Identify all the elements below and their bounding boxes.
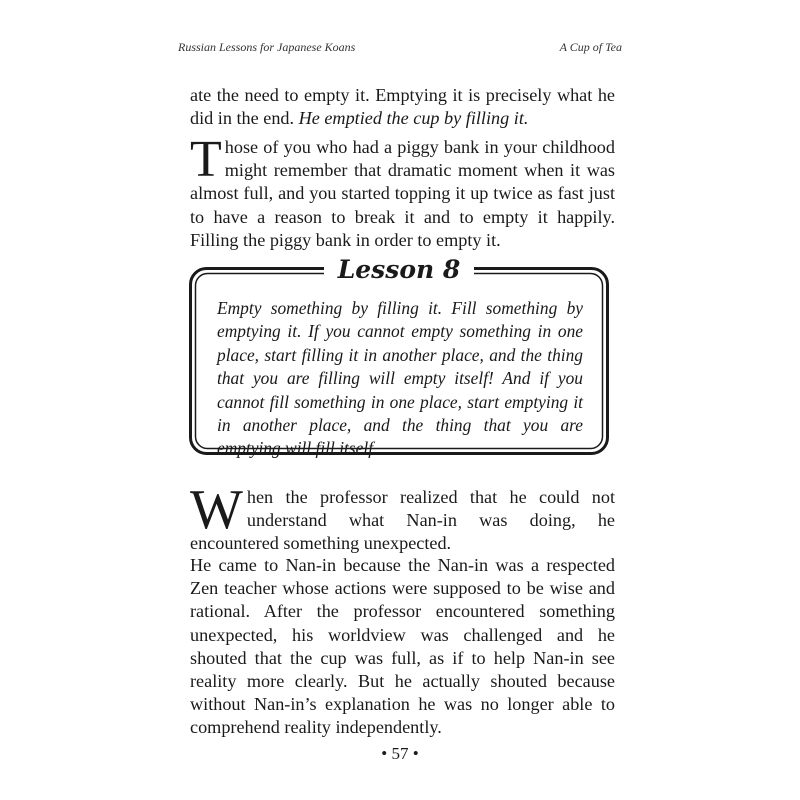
drop-cap: W <box>190 479 243 541</box>
paragraph-text: hose of you who had a piggy bank in your childhood might remember that dramatic moment when it was almost full, and you started topping it up twice as fast just to have a reason to break it and to empty it happily. Filling the piggy bank in order to empty it. <box>190 137 615 250</box>
paragraph-continuation <box>190 84 615 130</box>
lesson-body: Empty something by filling it. Fill something by emptying it. If you cannot empty something in one place, start filling it in another place, and the thing that you are filling will empty itself! And if you cannot fill something in one place, start emptying it in another place, and the thing that you are emptying will fill itself. <box>217 298 583 459</box>
page-number: • 57 • <box>381 744 419 763</box>
paragraph-text: ate the need to empty it. Emptying it is precisely what he did in the end. <box>190 85 615 129</box>
paragraph-piggy-bank <box>190 131 615 252</box>
paragraph-emphasis: He emptied the cup by filling it. <box>298 108 529 129</box>
paragraph-nan-in: He came to Nan-in because the Nan-in was a respected Zen teacher whose actions were supposed to be wise and rational. After the professor encountered something unexpected, his worldview was challenged and he shouted that the cup was full, as if to help Nan-in see reality more clearly. But he actually shouted because without Nan-in’s explanation he was no longer able to comprehend reality independently. <box>190 555 615 738</box>
running-header <box>178 40 622 55</box>
lesson-box <box>189 255 609 459</box>
header-book-title: Russian Lessons for Japanese Koans <box>178 40 356 54</box>
header-chapter-title: A Cup of Tea <box>559 40 622 54</box>
paragraph-professor <box>190 479 615 556</box>
drop-cap: T <box>190 131 222 188</box>
paragraph-text: hen the professor realized that he could not understand what Nan-in was doing, he encountered something unexpected. <box>190 487 615 554</box>
lesson-title: Lesson 8 <box>189 255 609 285</box>
